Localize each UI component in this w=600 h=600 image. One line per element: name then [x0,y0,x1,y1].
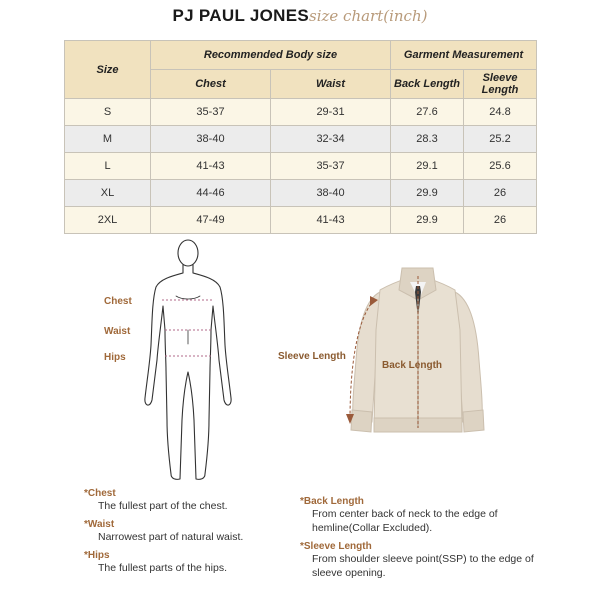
waist-cell: 41-43 [271,207,391,234]
size-cell: S [65,99,151,126]
waist-cell: 38-40 [271,180,391,207]
chest-cell: 47-49 [151,207,271,234]
back-length-column-header: Back Length [391,70,464,99]
back-length-cell: 29.9 [391,207,464,234]
size-column-header: Size [65,41,151,99]
note-sleeve-length-heading: *Sleeve Length [300,541,372,552]
waist-cell: 32-34 [271,126,391,153]
body-notes [84,488,294,581]
back-length-label: Back Length [382,360,443,371]
note-back-length-text: From center back of neck to the edge of hemline(Collar Excluded). [312,508,498,534]
back-length-cell: 29.9 [391,180,464,207]
sleeve-length-cell: 24.8 [464,99,537,126]
sleeve-length-label: Sleeve Length [278,351,346,362]
body-measure-lines [162,300,214,356]
brand-name: PJ PAUL JONES [172,6,309,25]
sleeve-length-cell: 25.2 [464,126,537,153]
garment-notes [300,496,540,586]
size-cell: 2XL [65,207,151,234]
chart-subtitle: size chart(inch) [309,7,428,25]
sleeve-length-column-header: Sleeve Length [464,70,537,99]
sleeve-length-cell: 25.6 [464,153,537,180]
waist-label: Waist [104,326,131,337]
sleeve-length-cell: 26 [464,207,537,234]
size-cell: M [65,126,151,153]
body-outline-figure [145,240,231,479]
note-waist-text: Narrowest part of natural waist. [98,531,244,543]
chest-cell: 35-37 [151,99,271,126]
note-sleeve-length-text: From shoulder sleeve point(SSP) to the edge of sleeve opening. [312,553,534,579]
note-back-length-heading: *Back Length [300,496,364,507]
size-cell: L [65,153,151,180]
chest-column-header: Chest [151,70,271,99]
size-cell: XL [65,180,151,207]
chest-cell: 38-40 [151,126,271,153]
note-hips-heading: *Hips [84,550,110,561]
back-length-cell: 29.1 [391,153,464,180]
waist-column-header: Waist [271,70,391,99]
waist-cell: 35-37 [271,153,391,180]
hips-label: Hips [104,352,126,363]
sleeve-length-cell: 26 [464,180,537,207]
chest-cell: 44-46 [151,180,271,207]
garment-group-header: Garment Measurement [391,41,537,70]
chest-label: Chest [104,296,132,307]
back-length-cell: 27.6 [391,99,464,126]
body-size-group-header: Recommended Body size [151,41,391,70]
waist-cell: 29-31 [271,99,391,126]
note-hips-text: The fullest parts of the hips. [98,562,227,574]
chest-cell: 41-43 [151,153,271,180]
note-chest-heading: *Chest [84,488,116,499]
note-chest-text: The fullest part of the chest. [98,500,228,512]
note-waist-heading: *Waist [84,519,115,530]
back-length-cell: 28.3 [391,126,464,153]
